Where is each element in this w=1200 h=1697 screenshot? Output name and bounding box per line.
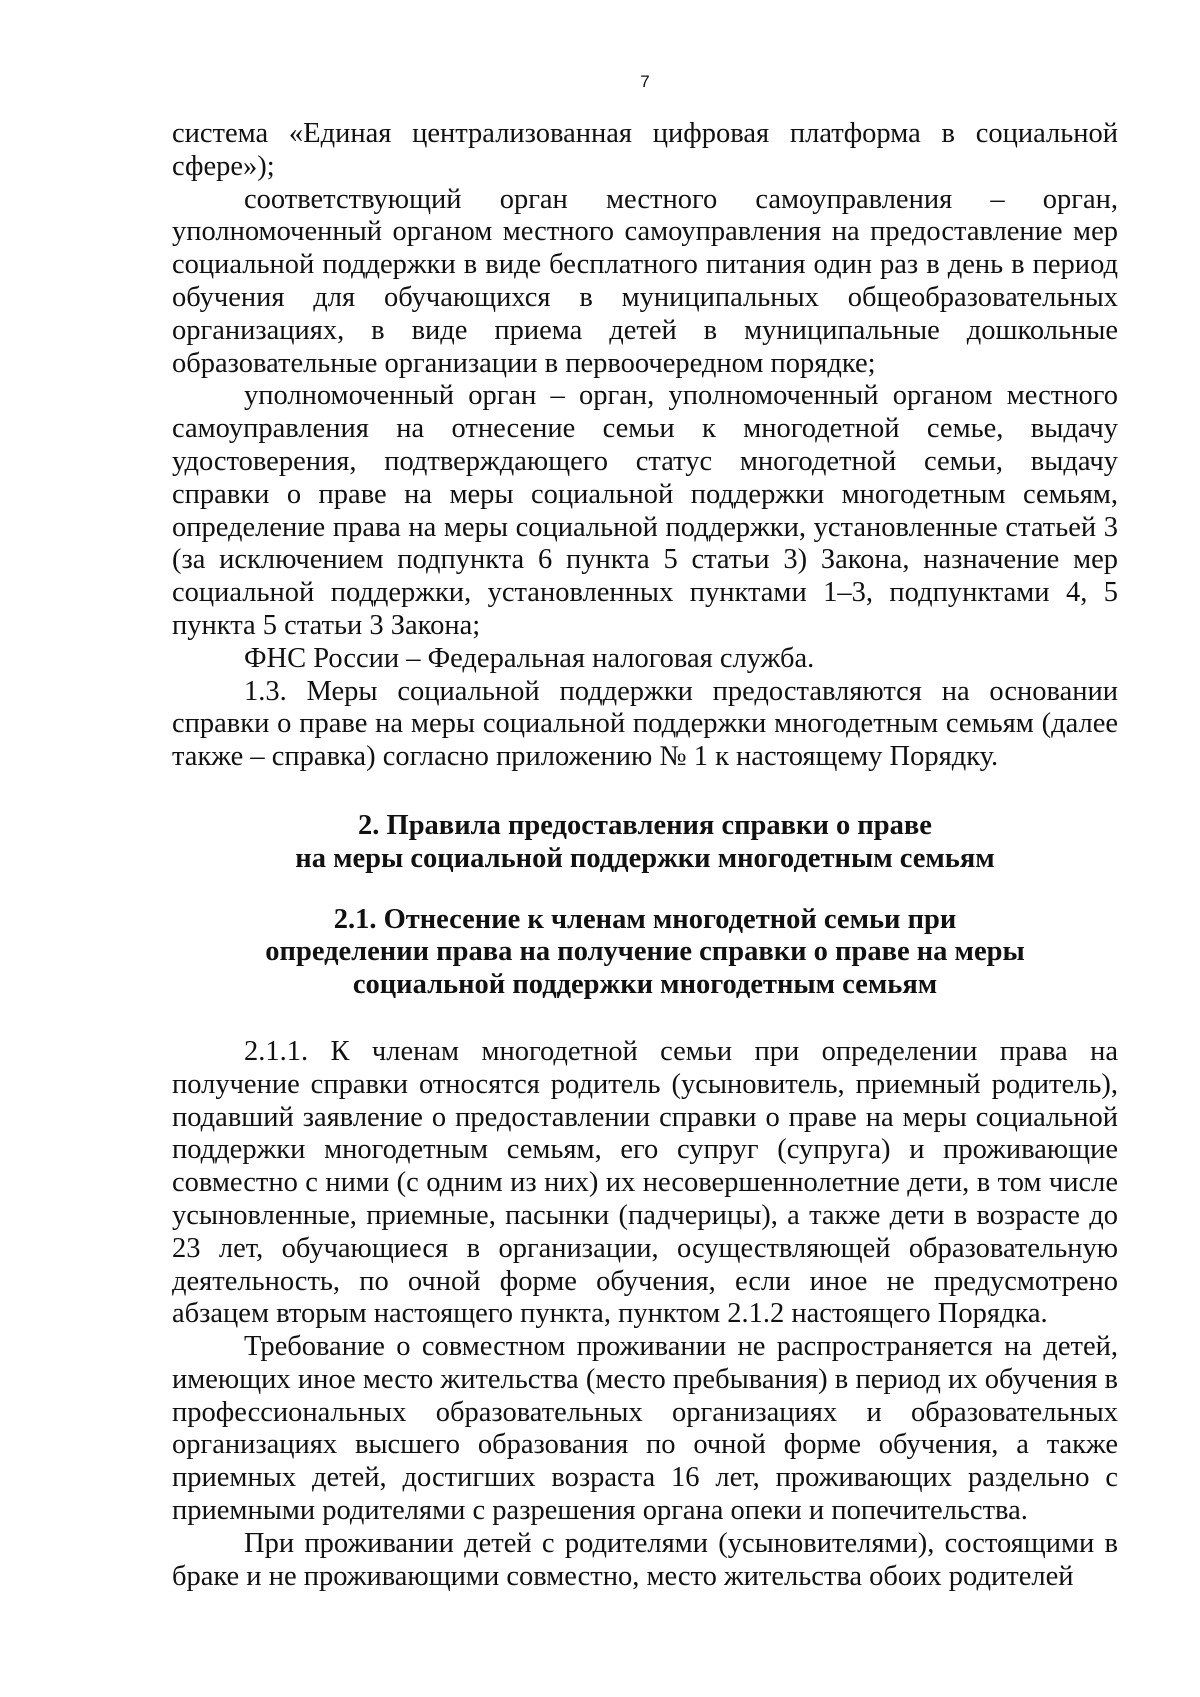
spacer	[172, 1002, 1118, 1036]
paragraph-local-authority-definition: соответствующий орган местного самоуправления – орган, уполномоченный органом местного самоуправления на предоставление мер социальной поддержки в виде бесплатного питания один раз в день в период обучения для обучающихся в муниципальных общеобразовательных организациях, в виде приема детей в муниципальные дошкольные образовательные организации в первоочередном порядке;	[172, 183, 1118, 379]
paragraph-platform-definition-end: система «Единая централизованная цифровая платформа в социальной сфере»);	[172, 118, 1118, 182]
spacer	[172, 774, 1118, 810]
paragraph-authorized-body-definition: уполномоченный орган – орган, уполномоченный органом местного самоуправления на отнесение семьи к многодетной семье, выдачу удостоверения, подтверждающего статус многодетной семьи, выдачу справки о праве на меры социальной поддержки многодетным семьям, определение права на меры социальной поддержки, установленные статьей 3 (за исключением подпункта 6 пункта 5 статьи 3) Закона, назначение мер социальной поддержки, установленных пунктами 1–3, подпунктами 4, 5 пункта 5 статьи 3 Закона;	[172, 380, 1118, 641]
subsection-heading	[172, 904, 1118, 1002]
subsection-heading-line-1: 2.1. Отнесение к членам многодетной семьи при	[333, 903, 957, 935]
document-page	[172, 72, 1118, 1593]
section-heading-line-1: 2. Правила предоставления справки о праве	[358, 809, 932, 841]
section-heading-line-2: на меры социальной поддержки многодетным семьям	[295, 842, 995, 874]
section-heading	[172, 810, 1118, 876]
paragraph-2-1-1: 2.1.1. К членам многодетной семьи при определении права на получение справки относятся родитель (усыновитель, приемный родитель), подавший заявление о предоставлении справки о праве на меры социальной поддержки многодетным семьям, его супруг (супруга) и проживающие совместно с ними (с одним из них) их несовершеннолетние дети, в том числе усыновленные, приемные, пасынки (падчерицы), а также дети в возрасте до 23 лет, обучающиеся в организации, осуществляющей образовательную деятельность, по очной форме обучения, если иное не предусмотрено абзацем вторым настоящего пункта, пунктом 2.1.2 настоящего Порядка.	[172, 1035, 1118, 1330]
page-number: 7	[640, 72, 650, 91]
paragraph-fns-definition: ФНС России – Федеральная налоговая служба.	[244, 642, 815, 674]
subsection-heading-line-3: социальной поддержки многодетным семьям	[352, 969, 938, 1001]
paragraph-1-3: 1.3. Меры социальной поддержки предоставляются на основании справки о праве на меры социальной поддержки многодетным семьям (далее также – справка) согласно приложению № 1 к настоящему Порядку.	[172, 675, 1118, 773]
paragraph-cohabitation-exception: Требование о совместном проживании не распространяется на детей, имеющих иное место жительства (место пребывания) в период их обучения в профессиональных образовательных организациях и образовательных организациях высшего образования по очной форме обучения, а также приемных детей, достигших возраста 16 лет, проживающих раздельно с приемными родителями с разрешения органа опеки и попечительства.	[172, 1331, 1118, 1527]
spacer	[172, 876, 1118, 904]
subsection-heading-line-2: определении права на получение справки о праве на меры	[265, 936, 1025, 968]
paragraph-separate-parents: При проживании детей с родителями (усыновителями), состоящими в браке и не проживающими совместно, место жительства обоих родителей	[172, 1527, 1118, 1592]
